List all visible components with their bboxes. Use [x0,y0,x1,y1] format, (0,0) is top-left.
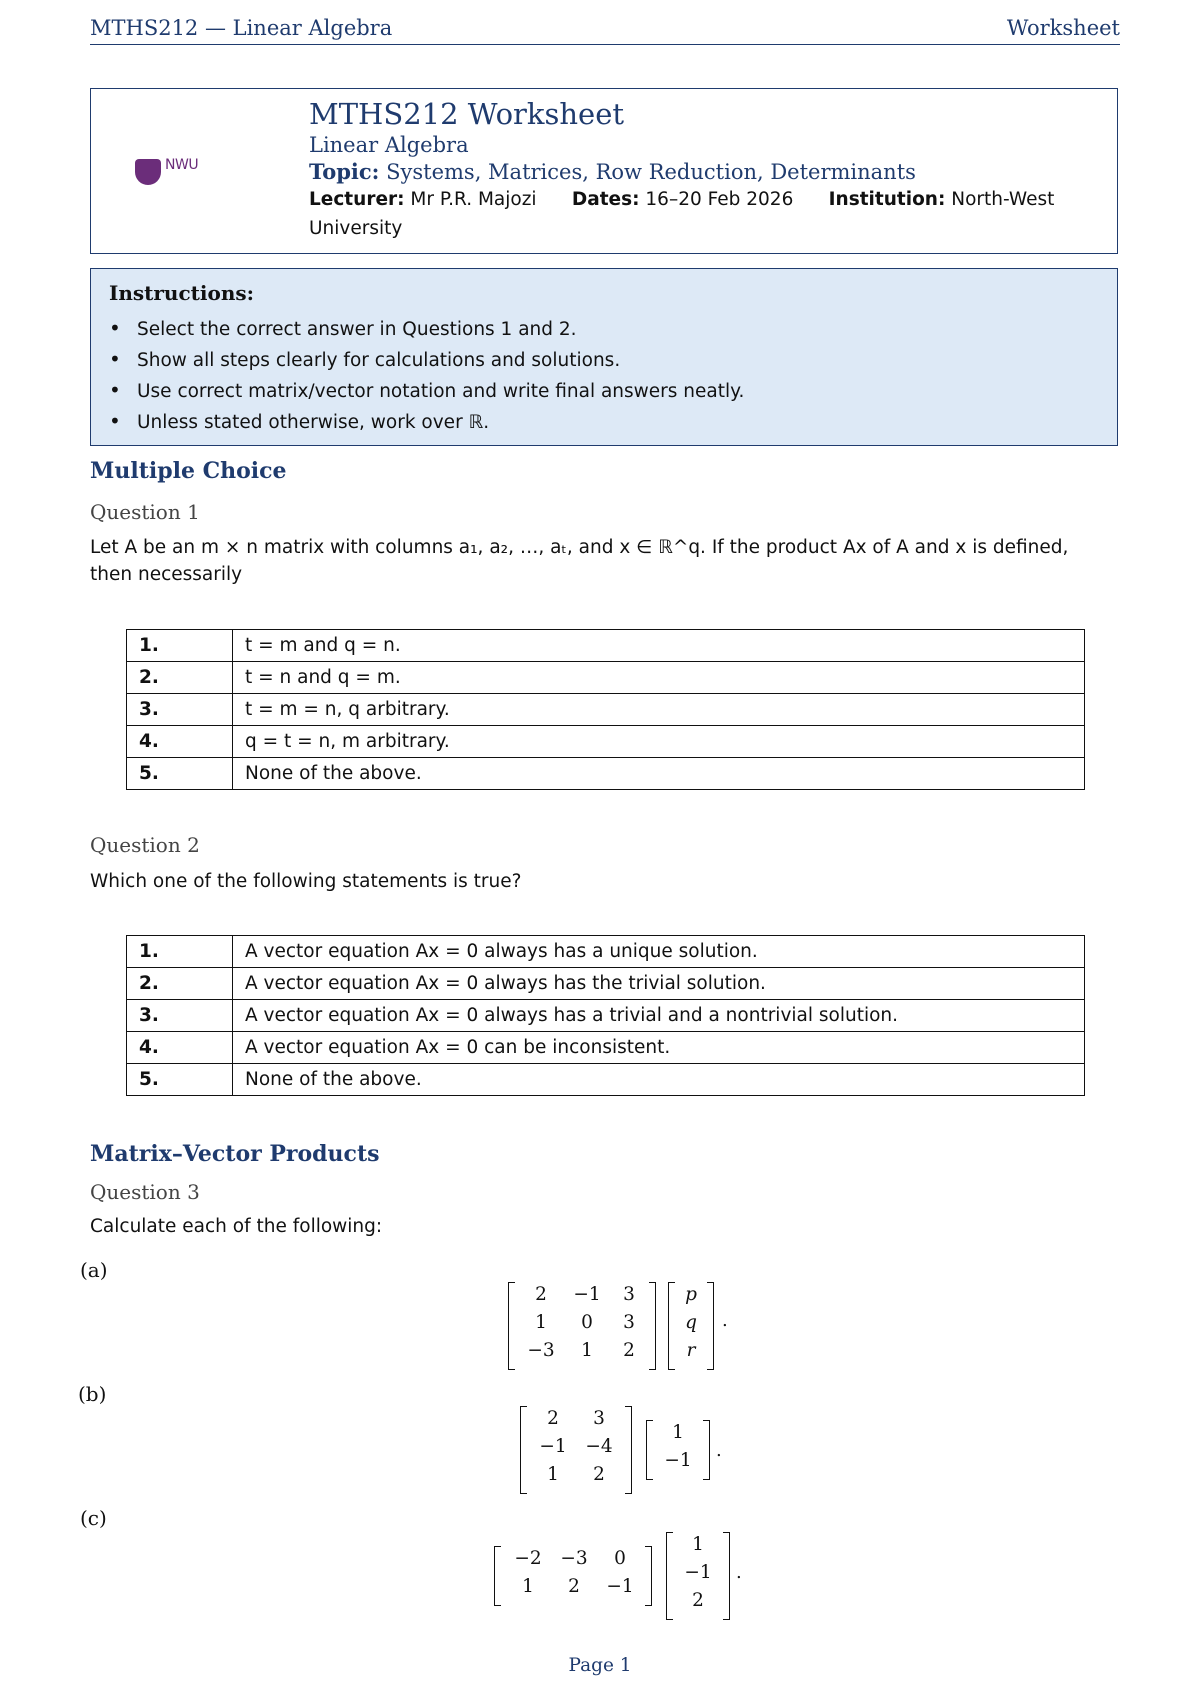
option-number: 2. [127,662,233,694]
matrix-entry: 1 [547,1464,559,1485]
option-text: A vector equation Ax = 0 can be inconsistent. [233,1032,1085,1064]
part-a-label: (a) [80,1258,108,1282]
header-course: MTHS212 — Linear Algebra [90,16,393,40]
instruction-item: • Show all steps clearly for calculations and solutions. [109,344,744,375]
option-number: 5. [127,1064,233,1096]
option-number: 3. [127,1000,233,1032]
option-text: t = m and q = n. [233,630,1085,662]
option-number: 4. [127,1032,233,1064]
part-b-label: (b) [78,1382,107,1406]
title-block [90,88,1118,254]
left-bracket [646,1420,653,1480]
period: . [716,1440,722,1461]
question-1-heading: Question 1 [90,500,200,524]
section-heading-multiple-choice: Multiple Choice [90,458,287,484]
vector-entry: −1 [664,1450,692,1471]
option-text: None of the above. [233,1064,1085,1096]
question-1-prompt-line: Let A be an m × n matrix with columns a₁, a₂, …, aₜ, and x ∈ ℝ^q. If the product Ax of A and x is defined, [90,537,1069,558]
matrix-entry: −1 [606,1576,634,1597]
matrix-entry: 2 [593,1464,605,1485]
matrix-entry: 1 [581,1340,593,1361]
document-title: MTHS212 Worksheet [309,97,625,131]
right-bracket [645,1546,652,1606]
dates-label: Dates: [571,189,640,210]
part-c-label: (c) [80,1506,107,1530]
university-shield-icon [135,159,161,185]
part-c-vector [666,1532,730,1620]
question-2-heading: Question 2 [90,833,200,857]
left-bracket [520,1406,527,1494]
option-text: q = t = n, m arbitrary. [233,726,1085,758]
instruction-item: • Unless stated otherwise, work over ℝ. [109,406,744,437]
matrix-entry: 0 [581,1312,593,1333]
table-row[interactable] [127,630,1085,662]
option-text: t = m = n, q arbitrary. [233,694,1085,726]
vector-entry: r [686,1340,696,1361]
matrix-entry: −3 [527,1340,555,1361]
option-number: 2. [127,968,233,1000]
option-number: 1. [127,936,233,968]
left-bracket [666,1532,673,1620]
option-number: 4. [127,726,233,758]
vector-entry: 1 [672,1422,684,1443]
meta-line [309,185,1109,243]
question-1-prompt-line: then necessarily [90,564,243,585]
topic-line [309,159,916,184]
matrix-entry: −2 [514,1548,542,1569]
right-bracket [723,1532,730,1620]
vector-entry: 2 [692,1590,704,1611]
option-number: 3. [127,694,233,726]
table-row[interactable] [127,694,1085,726]
topic-label: Topic: [309,159,380,184]
question-1-options-table [126,629,1085,790]
matrix-entry: 3 [623,1312,635,1333]
lecturer-label: Lecturer: [309,189,405,210]
vector-entry: −1 [684,1562,712,1583]
matrix-entry: 1 [535,1312,547,1333]
table-row[interactable] [127,1064,1085,1096]
course-name: Linear Algebra [309,133,469,157]
header-doc-type: Worksheet [1006,16,1120,40]
logo-text: NWU [165,157,199,173]
instructions-heading: Instructions: [109,281,255,305]
topic-text: Systems, Matrices, Row Reduction, Determinants [386,160,916,184]
matrix-entry: 3 [593,1408,605,1429]
matrix-entry: 2 [568,1576,580,1597]
nwu-logo [135,157,217,187]
lecturer-name: Mr P.R. Majozi [410,189,537,210]
institution-label: Institution: [828,189,946,210]
matrix-entry: −3 [560,1548,588,1569]
instruction-item: • Select the correct answer in Questions 1 and 2. [109,313,744,344]
part-a-matrix [508,1282,656,1370]
vector-entry: q [685,1312,697,1333]
page-number: Page 1 [568,1655,632,1676]
right-bracket [703,1420,710,1480]
part-b-matrix [520,1406,632,1494]
right-bracket [625,1406,632,1494]
table-row[interactable] [127,1000,1085,1032]
matrix-entry: −1 [573,1284,601,1305]
part-c-matrix [494,1546,652,1606]
left-bracket [668,1282,675,1370]
table-row[interactable] [127,758,1085,790]
option-text: None of the above. [233,758,1085,790]
right-bracket [649,1282,656,1370]
matrix-entry: 0 [614,1548,626,1569]
matrix-entry: −1 [539,1436,567,1457]
matrix-entry: 3 [623,1284,635,1305]
table-row[interactable] [127,1032,1085,1064]
vector-entry: 1 [692,1534,704,1555]
option-text: A vector equation Ax = 0 always has a unique solution. [233,936,1085,968]
left-bracket [508,1282,515,1370]
option-text: A vector equation Ax = 0 always has the trivial solution. [233,968,1085,1000]
vector-entry: p [685,1284,697,1305]
institution-name: North-West University [309,189,1055,239]
part-a-vector [668,1282,714,1370]
question-2-options-table [126,935,1085,1096]
question-2-prompt: Which one of the following statements is true? [90,871,522,892]
matrix-entry: −4 [585,1436,613,1457]
running-header [90,14,1120,45]
table-row[interactable] [127,968,1085,1000]
instructions-list [109,313,744,437]
question-3-prompt: Calculate each of the following: [90,1216,383,1237]
matrix-entry: 2 [623,1340,635,1361]
table-row[interactable] [127,662,1085,694]
left-bracket [494,1546,501,1606]
question-1-prompt [90,534,1130,588]
dates-value: 16–20 Feb 2026 [645,189,794,210]
matrix-entry: 2 [535,1284,547,1305]
right-bracket [707,1282,714,1370]
instructions-box [90,268,1118,446]
option-text: A vector equation Ax = 0 always has a trivial and a nontrivial solution. [233,1000,1085,1032]
period: . [736,1562,742,1583]
option-number: 5. [127,758,233,790]
table-row[interactable] [127,936,1085,968]
matrix-entry: 1 [522,1576,534,1597]
part-b-vector [646,1420,710,1480]
question-3-heading: Question 3 [90,1180,200,1204]
period: . [722,1310,728,1331]
section-heading-matrix-vector: Matrix–Vector Products [90,1141,380,1167]
option-number: 1. [127,630,233,662]
table-row[interactable] [127,726,1085,758]
option-text: t = n and q = m. [233,662,1085,694]
matrix-entry: 2 [547,1408,559,1429]
instruction-item: • Use correct matrix/vector notation and write final answers neatly. [109,375,744,406]
